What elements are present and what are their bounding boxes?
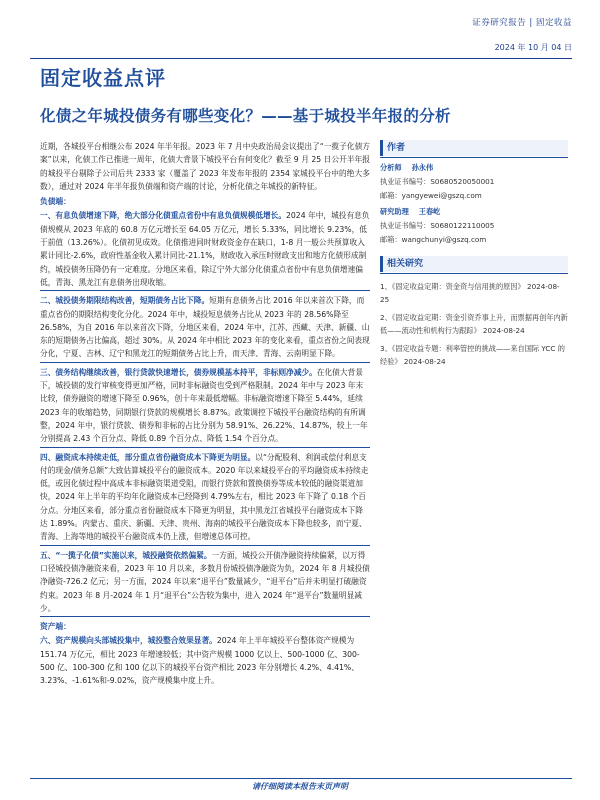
section-body: 一方面，城投公开债净融资持续偏紧，以万得口径城投债净融资来看，2023 年 10 月以来，多数月份城投债净融资为负，2024 年 8 月城投债净融资-726.2 亿元；另一方面，2024 年以来“退平台”数量减少，“退平台”后并未明显打破融资约束。2023 年 8 月-2024 年 1 月“退平台”公告较为集中，进入 2024 年“退平台”数量明显减少。 xyxy=(40,550,370,613)
analyst-role: 分析师 xyxy=(380,163,402,172)
header-report-type: 证券研究报告 | 固定收益 xyxy=(472,18,572,28)
section-body: 在化债大背景下，城投债的发行审核变得更加严格，同时非标融资也受到严格限制。2024 年中与 2023 年末比较，债券融资的增速下降至 0.96%，创十年来最低增幅。非标融资增速下降至 5.44%，延续 2023 年的收缩趋势，同期银行贷款的规模增长 8.87%。政策调控下城投平台融资结构的有所调整，2024 年中，银行贷款、债券和非标的占比分别为 58.91%、26.22%、14.87%，较上一年分别提高 2.43 个百分点、降低 0.89 个百分点、降低 1.54 个百分点。 xyxy=(40,367,368,444)
page-title: 化债之年城投债务有哪些变化？——基于城投半年报的分析 xyxy=(40,107,451,125)
section-divider xyxy=(40,545,370,546)
author-divider xyxy=(380,157,568,158)
section-divider xyxy=(40,447,370,448)
analyst-name: 王春屹 xyxy=(418,207,441,216)
analyst-email[interactable]: 邮箱：wangchunyi@gszq.com xyxy=(380,235,487,244)
related-list xyxy=(380,280,568,368)
analyst-cert: 执业证书编号：S0680122110005 xyxy=(380,221,495,230)
analyst-email[interactable]: 邮箱：yangyewei@gszq.com xyxy=(380,191,482,200)
section-body: 2024 年中，城投有息负债规模从 2023 年底的 60.8 万亿元增长至 64.05 万亿元，增长 5.33%，同比增长 9.23%，低于前值（13.26%）。化债初见成效。化债推进同时财政资金存在缺口，1-8 月一般公共预算收入累计同比-2.6%，政府性基金收入累计同比-21.1%，财政收入承压时财政支出和地方化债形成制约，城投债务压降仍有一定难度。分地区来看，除辽宁外大部分化债重点省份中有息负债增速偏低，青海、黑龙江有息债务出现收缩。 xyxy=(40,211,370,287)
section-3 xyxy=(40,366,370,448)
header-divider xyxy=(30,58,572,59)
section-heading: 四、融资成本持续走低，部分重点省份融资成本下降更为明显。 xyxy=(40,452,256,462)
intro-paragraph: 近期，各城投平台相继公布 2024 年半年报。2023 年 7 月中央政治局会议提出了“一揽子化债方案”以来，化债工作已推进一周年，化债大背景下城投平台有何变化？截至 9 月 25 日公开半年报的城投平台剔除子公司后共 2333 家（覆盖了 2023 年发布年报的 2354 家城投平台中的绝大多数），通过对 2024 年半年报负债端和资产端的讨论，分析化债之年城投的新特征。 xyxy=(40,142,370,191)
author-title: 作者 xyxy=(380,140,568,156)
sidebar xyxy=(380,140,568,368)
section-divider xyxy=(40,290,370,291)
analyst-role: 研究助理 xyxy=(380,207,409,216)
section-body: 短期有息债务占比 2016 年以来首次下降，而重点省份的期限结构变化分化。2024 年中，城投短息债务占比从 2023 年的 28.56%降至 26.58%，为自 2016 年以来首次下降，分地区来看，2024 年中，江苏、西藏、天津、新疆、山东的短期债务占比偏高，超过 30%。从 2024 年中相比 2023 年的变化来看，重点省份之间表现分化，宁夏、吉林、辽宁和黑龙江的短期债务占比上升，而天津、青海、云南明显下降。 xyxy=(40,296,370,359)
section-heading: 六、资产规模向头部城投集中，城投整合效果显著。 xyxy=(40,636,217,646)
section-4 xyxy=(40,451,370,546)
related-item[interactable]: 2、《固定收益定期：资金引资乔事上升，而票据再创年内新低——流动性和机构行为跟踪》 2024-08-24 xyxy=(380,313,568,335)
analyst-2 xyxy=(380,206,568,246)
section-divider xyxy=(40,616,370,617)
header-date: 2024 年 10 月 04 日 xyxy=(494,43,572,52)
analyst-cert: 执业证书编号：S0680520050001 xyxy=(380,177,495,186)
doc-type: 固定收益点评 xyxy=(40,66,166,90)
analyst-name: 孙永伟 xyxy=(411,163,434,172)
related-item[interactable]: 3、《固定收益专题：利率管控的挑战——来自国际 YCC 的经验》 2024-08-24 xyxy=(380,344,565,366)
main-content xyxy=(40,140,370,688)
debt-label: 负债端： xyxy=(40,197,71,207)
section-heading: 二、城投债务期限结构改善，短期债务占比下降。 xyxy=(40,296,210,306)
section-body: 2024 年上半年城投平台整体资产规模为 151.74 万亿元，相比 2023 年增速较低；其中资产规模 1000 亿以上、500-1000 亿、300-500 亿、100-300 亿和 100 亿以下的城投平台资产相比 2023 年分别增长 4.2%、4.41%、3.23%、-1.61%和-9.02%，资产规模集中度上升。 xyxy=(40,636,360,686)
section-heading: 五、“一揽子化债”实施以来，城投融资依然偏紧。 xyxy=(40,550,212,560)
related-title: 相关研究 xyxy=(380,256,568,272)
section-body: 以“分配股利、利润或偿付利息支付的现金/债务总额”大致估算城投平台的融资成本。2020 年以来城投平台的平均融资成本持续走低，或因化债过程中高成本非标融资渠道受阻，而银行贷款和置换债券等成本较低的融资渠道加快，2024 年上半年的平均年化融资成本已经降到 4.79%左右，相比 2023 年下降了 0.18 个百分点。分地区来看，部分重点省份融资成本下降更为明显，其中黑龙江省城投平台融资成本下降达 1.89%。内蒙古、重庆、新疆、天津、贵州、海南的城投平台融资成本下降也较多，而宁夏、青海、上海等地的城投平台融资成本仍上涨，但增速总体可控。 xyxy=(40,452,369,542)
section-heading: 三、债务结构继续改善，银行贷款快速增长，债券规模基本持平，非标则净减少。 xyxy=(40,367,317,377)
section-5 xyxy=(40,549,370,617)
section-6 xyxy=(40,634,370,687)
related-divider xyxy=(380,273,568,274)
section-1 xyxy=(40,209,370,291)
asset-label: 资产端： xyxy=(40,622,71,632)
analyst-1 xyxy=(380,162,568,202)
related-item[interactable]: 1、《固定收益定期：资金资与信用挑的原因》 2024-08-25 xyxy=(380,282,560,304)
footer-disclaimer: 请仔细阅读本报告末页声明 xyxy=(252,782,348,791)
section-heading: 一、有息负债增速下降，绝大部分化债重点省份中有息负债规模低增长。 xyxy=(40,211,287,221)
section-divider xyxy=(40,362,370,363)
footer-divider xyxy=(30,778,572,779)
section-2 xyxy=(40,294,370,362)
